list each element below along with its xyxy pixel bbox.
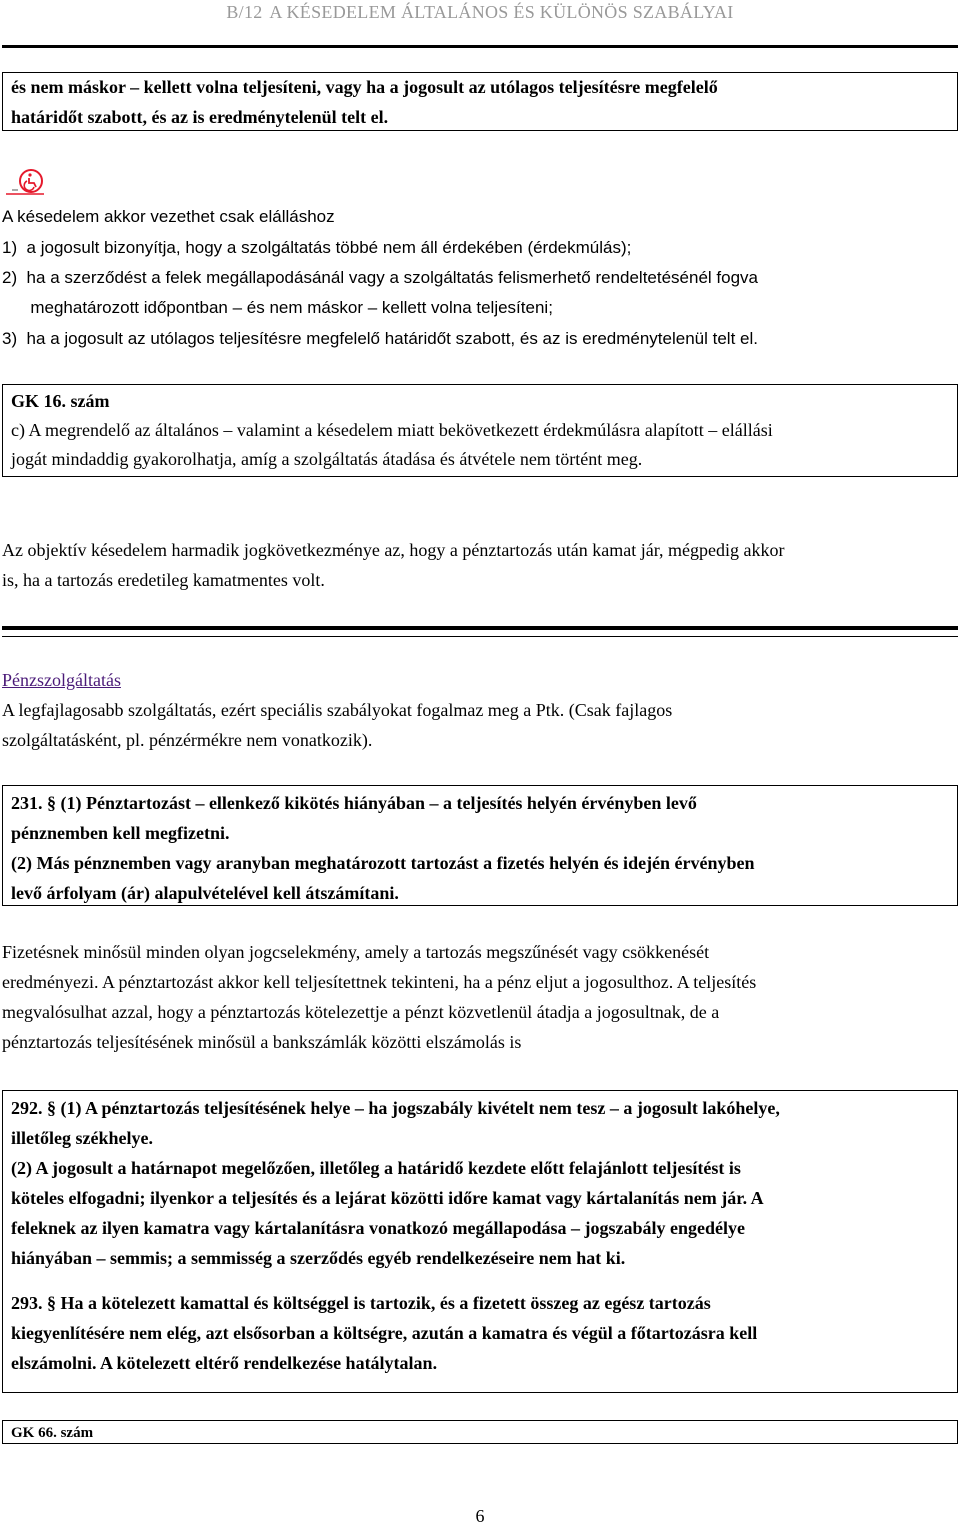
section-line: (2) A jogosult a határnapot megelőzően, illetőleg a határidő kezdete előtt felajánlott teljesítést is <box>11 1158 741 1178</box>
paragraph-line: eredményezi. A pénztartozást akkor kell teljesítettnek tekinteni, ha a pénz eljut a jogosulthoz. A teljesítés <box>2 972 757 992</box>
gk16-line: c) A megrendelő az általános – valamint a késedelem miatt bekövetkezett érdekmúlásra alapított – elállási <box>11 420 773 440</box>
payment-paragraph <box>2 937 958 1057</box>
header-rule <box>2 45 958 48</box>
section-divider-thick <box>2 626 958 630</box>
paragraph-line: is, ha a tartozás eredetileg kamatmentes volt. <box>2 570 325 590</box>
gk16-box <box>2 384 958 477</box>
section-line: hiányában – semmis; a semmisség a szerződés egyéb rendelkezéseire nem hat ki. <box>11 1248 626 1268</box>
top-quote-box <box>2 72 958 131</box>
top-box-line: határidőt szabott, és az is eredménytelenül telt el. <box>11 106 389 127</box>
section-line: kiegyenlítésére nem elég, azt elsősorban a költségre, azután a kamatra és végül a főtartozásra kell <box>11 1323 758 1343</box>
section-line: levő árfolyam (ár) alapulvételével kell átszámítani. <box>11 883 399 903</box>
paragraph-line: Fizetésnek minősül minden olyan jogcselekmény, amely a tartozás megszűnését vagy csökkenését <box>2 942 710 962</box>
section-divider-thin <box>2 636 958 637</box>
paragraph-line: pénztartozás teljesítésének minősül a bankszámlák közötti elszámolás is <box>2 1032 522 1052</box>
gk16-line: jogát mindaddig gyakorolhatja, amíg a szolgáltatás átadása és átvétele nem történt meg. <box>11 449 643 469</box>
wheelchair-icon <box>4 168 50 198</box>
section-231-box <box>2 785 958 906</box>
section-line: 292. § (1) A pénztartozás teljesítésének helye – ha jogszabály kivételt nem tesz – a jogosult lakóhelye, <box>11 1098 780 1118</box>
spacer <box>11 1273 949 1288</box>
section-line: (2) Más pénznemben vagy aranyban meghatározott tartozást a fizetés helyén és idején érvényben <box>11 853 755 873</box>
header-section-title: A KÉSEDELEM ÁLTALÁNOS ÉS KÜLÖNÖS SZABÁLYAI <box>269 2 734 22</box>
interest-paragraph <box>2 535 958 595</box>
header-code: B/12 <box>226 2 263 22</box>
list-item: 2) ha a szerződést a felek megállapodásánál vagy a szolgáltatás felismerhető rendeltetésénél fogva <box>2 268 759 287</box>
section-line: illetőleg székhelye. <box>11 1128 153 1148</box>
section-292-293-box <box>2 1090 958 1393</box>
paragraph-line: Az objektív késedelem harmadik jogkövetkezménye az, hogy a pénztartozás után kamat jár, mégpedig akkor <box>2 540 785 560</box>
gk16-title: GK 16. szám <box>11 391 110 411</box>
section-line: köteles elfogadni; ilyenkor a teljesítés és a lejárat közötti időre kamat vagy kártalanítás nem jár. A <box>11 1188 764 1208</box>
list-item: 1) a jogosult bizonyítja, hogy a szolgáltatás többé nem áll érdekében (érdekmúlás); <box>2 238 632 257</box>
page-number: 6 <box>475 1506 485 1526</box>
section-line: pénznemben kell megfizetni. <box>11 823 230 843</box>
paragraph-line: A legfajlagosabb szolgáltatás, ezért speciális szabályokat fogalmaz meg a Ptk. (Csak fajlagos <box>2 700 673 720</box>
paragraph-line: szolgáltatásként, pl. pénzérmékre nem vonatkozik). <box>2 730 373 750</box>
section-line: elszámolni. A kötelezett eltérő rendelkezése hatálytalan. <box>11 1353 438 1373</box>
money-section <box>2 665 958 755</box>
top-box-line: és nem máskor – kellett volna teljesíteni, vagy ha a jogosult az utólagos teljesítésre megfelelő <box>11 77 718 97</box>
list-item: 3) ha a jogosult az utólagos teljesítésre megfelelő határidőt szabott, és az is eredménytelenül telt el. <box>2 329 758 348</box>
list-item: meghatározott időpontban – és nem máskor – kellett volna teljesíteni; <box>2 298 553 317</box>
section-line: feleknek az ilyen kamatra vagy kártalanításra vonatkozó megállapodása – jogszabály engedélye <box>11 1218 745 1238</box>
paragraph-line: megvalósulhat azzal, hogy a pénztartozás kötelezettje a pénzt közvetlenül átadja a jogosultnak, de a <box>2 1002 720 1022</box>
section-line: 293. § Ha a kötelezett kamattal és költséggel is tartozik, és a fizetett összeg az egész tartozás <box>11 1293 711 1313</box>
gk66-box <box>2 1420 958 1444</box>
section-line: 231. § (1) Pénztartozást – ellenkező kikötés hiányában – a teljesítés helyén érvényben levő <box>11 793 697 813</box>
rescission-intro: A késedelem akkor vezethet csak elálláshoz <box>2 207 335 226</box>
page-header <box>0 2 960 23</box>
gk66-title: GK 66. szám <box>11 1425 94 1441</box>
money-section-title[interactable]: Pénzszolgáltatás <box>2 670 121 690</box>
